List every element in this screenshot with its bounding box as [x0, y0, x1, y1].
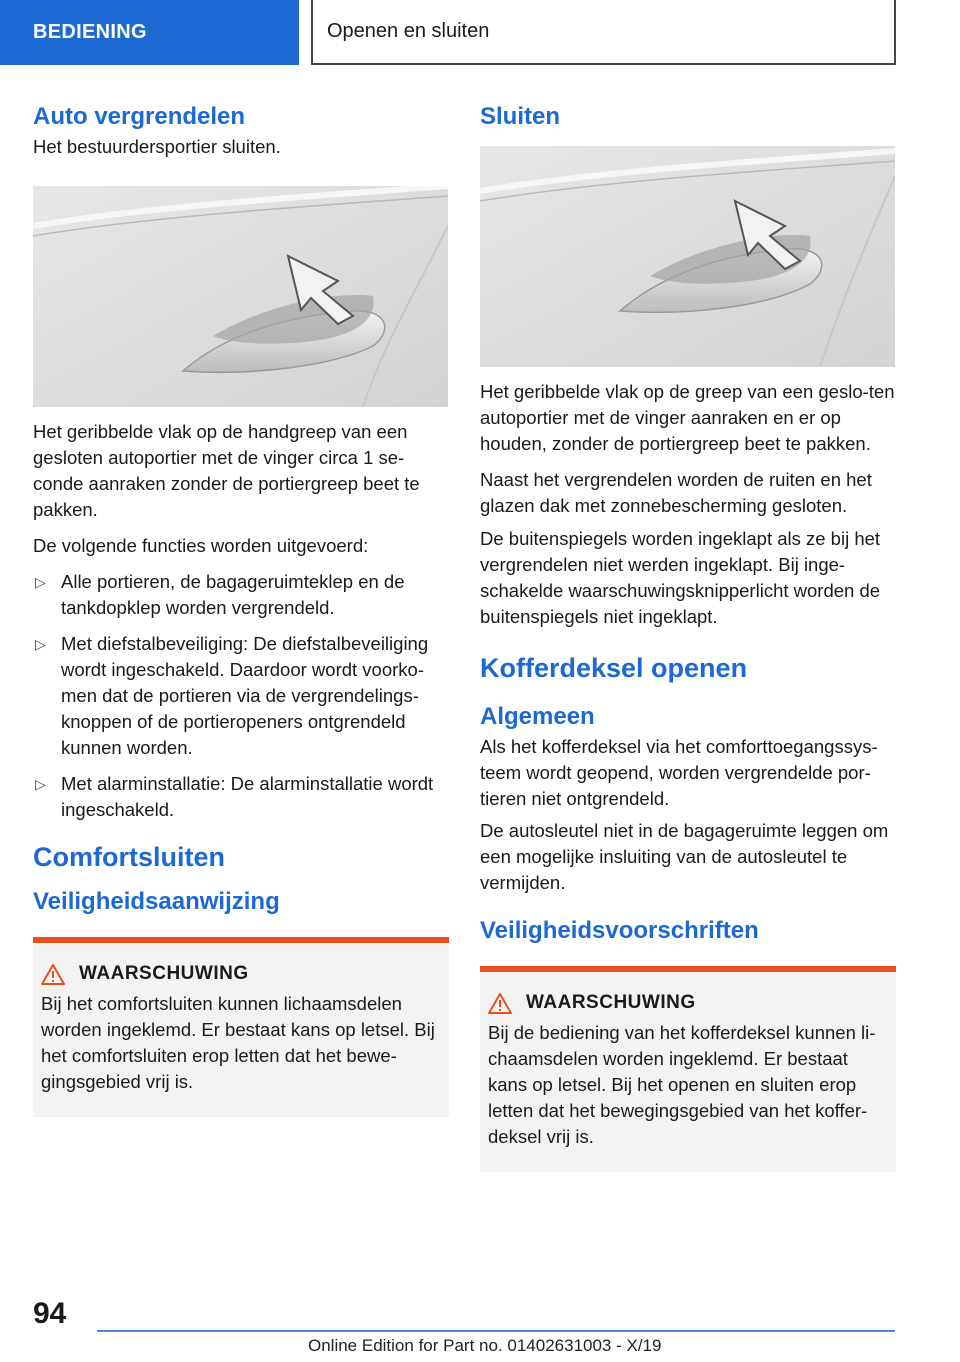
list-item: [33, 569, 449, 621]
warning-triangle-icon: [41, 964, 65, 985]
list-item-text: Met diefstalbeveiliging: De diefstalbeveiliging wordt ingeschakeld. Daardoor wordt voorko-men dat de portieren via de vergrendelings-knoppen of de portieropeners ontgrendeld kunnen worden.: [61, 633, 429, 758]
touch-paragraph: Het geribbelde vlak op de handgreep van een gesloten autoportier met de vinger circa 1 se-conde aanraken zonder de portiergreep beet te pakken.: [33, 421, 420, 520]
list-item-text: Alle portieren, de bagageruimteklep en de tankdopklep worden vergrendeld.: [61, 571, 405, 618]
right-column: [480, 100, 896, 1172]
header-section-label: BEDIENING: [0, 0, 299, 65]
warning-box: [33, 937, 449, 1117]
left-column: [33, 100, 449, 1117]
page-number: 94: [33, 1297, 67, 1330]
heading-comfortsluiten: Comfortsluiten: [33, 842, 225, 872]
general-paragraph-2: De autosleutel niet in de bagageruimte leggen om een mogelijke insluiting van de autosleutel te vermijden.: [480, 820, 889, 893]
door-handle-illustration: [33, 186, 448, 407]
footer-edition: Online Edition for Part no. 01402631003 - X/19: [308, 1336, 662, 1355]
list-item-text: Met alarminstallatie: De alarminstallatie wordt ingeschakeld.: [61, 773, 434, 820]
footer-divider: [97, 1330, 895, 1332]
warning-triangle-icon: [488, 993, 512, 1014]
heading-veiligheidsvoorschriften: Veiligheidsvoorschriften: [480, 917, 759, 944]
triangle-bullet-icon: ▷: [35, 776, 46, 792]
general-paragraph-1: Als het kofferdeksel via het comforttoegangssys-teem wordt geopend, worden vergrendelde por-tieren niet ontgrendeld.: [480, 736, 878, 809]
warning-text: Bij de bediening van het kofferdeksel kunnen li-chaamsdelen worden ingeklemd. Er bestaat kans op letsel. Bij het openen en sluiten erop letten dat het bewegingsgebied van het koffer-deksel vrij is.: [488, 1022, 876, 1147]
triangle-bullet-icon: ▷: [35, 636, 46, 652]
warning-title: WAARSCHUWING: [79, 963, 249, 984]
warning-title: WAARSCHUWING: [526, 992, 696, 1013]
door-handle-illustration: [480, 146, 895, 367]
list-item: [33, 631, 449, 761]
heading-veiligheidsaanwijzing: Veiligheidsaanwijzing: [33, 888, 280, 915]
list-item: [33, 771, 449, 823]
function-list: [33, 569, 449, 823]
mirrors-paragraph: De buitenspiegels worden ingeklapt als ze bij het vergrendelen niet werden ingeklapt. Bij inge-schakelde waarschuwingsknipperlicht worden de buitenspiegels niet ingeklapt.: [480, 528, 881, 627]
heading-auto-vergrendelen: Auto vergrendelen: [33, 103, 246, 130]
header-chapter-title: Openen en sluiten: [311, 0, 896, 65]
warning-box: [480, 966, 896, 1172]
triangle-bullet-icon: ▷: [35, 574, 46, 590]
windows-paragraph: Naast het vergrendelen worden de ruiten en het glazen dak met zonnebescherming gesloten.: [480, 469, 872, 516]
heading-kofferdeksel-openen: Kofferdeksel openen: [480, 653, 748, 683]
heading-sluiten: Sluiten: [480, 103, 561, 130]
functions-intro: De volgende functies worden uitgevoerd:: [33, 535, 369, 556]
touch-paragraph: Het geribbelde vlak op de greep van een geslo-ten autoportier met de vinger aanraken en er op houden, zonder de portiergreep beet te pakken.: [480, 381, 895, 454]
heading-algemeen: Algemeen: [480, 703, 595, 730]
intro-paragraph: Het bestuurdersportier sluiten.: [33, 136, 281, 157]
warning-text: Bij het comfortsluiten kunnen lichaamsdelen worden ingeklemd. Er bestaat kans op letsel. Bij het comfortsluiten erop letten dat het bewe-gingsgebied vrij is.: [41, 993, 435, 1092]
